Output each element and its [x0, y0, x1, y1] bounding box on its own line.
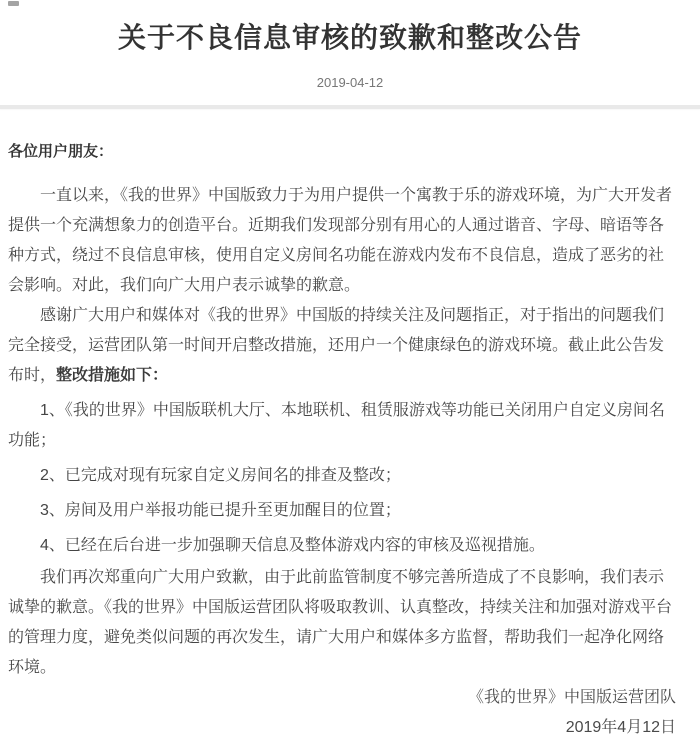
signature-team: 《我的世界》中国版运营团队 [467, 689, 676, 706]
paragraph-intro: 一直以来，《我的世界》中国版致力于为用户提供一个寓教于乐的游戏环境，为广大开发者提供一个充满想象力的创造平台。近期我们发现部分别有用心的人通过谐音、字母、暗语等各种方式，绕过不良信息审核，使用自定义房间名功能在游戏内发布不良信息，造成了恶劣的社会影响。对此，我们向广大用户表示诚挚的歉意。 [8, 187, 673, 294]
announcement-body [0, 109, 700, 743]
page-title: 关于不良信息审核的致歉和整改公告 [117, 22, 582, 53]
measure-item-2: 2、已完成对现有玩家自定义房间名的排查及整改； [40, 467, 401, 484]
measure-item-1: 1、《我的世界》中国版联机大厅、本地联机、租赁服游戏等功能已关闭用户自定义房间名功能； [8, 402, 665, 449]
paragraph-thanks-text: 感谢广大用户和媒体对《我的世界》中国版的持续关注及问题指正，对于指出的问题我们完全接受，运营团队第一时间开启整改措施，还用户一个健康绿色的游戏环境。截止此公告发布时， [8, 307, 665, 384]
salutation: 各位用户朋友： [8, 143, 114, 160]
measure-item-3: 3、房间及用户举报功能已提升至更加醒目的位置； [40, 502, 401, 519]
measure-item-4: 4、已经在后台进一步加强聊天信息及整体游戏内容的审核及巡视措施。 [40, 537, 545, 554]
announcement-header [0, 0, 700, 92]
paragraph-thanks-bold: 整改措施如下： [56, 367, 169, 384]
publish-date: 2019-04-12 [316, 75, 384, 90]
paragraph-thanks [8, 301, 676, 391]
signature-date: 2019年4月12日 [565, 719, 676, 736]
paragraph-closing: 我们再次郑重向广大用户致歉，由于此前监管制度不够完善所造成了不良影响，我们表示诚挚的歉意。《我的世界》中国版运营团队将吸取教训、认真整改，持续关注和加强对游戏平台的管理力度，避免类似问题的再次发生，请广大用户和媒体多方监督，帮助我们一起净化网络环境。 [8, 569, 673, 676]
corner-artifact-mark [8, 1, 19, 6]
